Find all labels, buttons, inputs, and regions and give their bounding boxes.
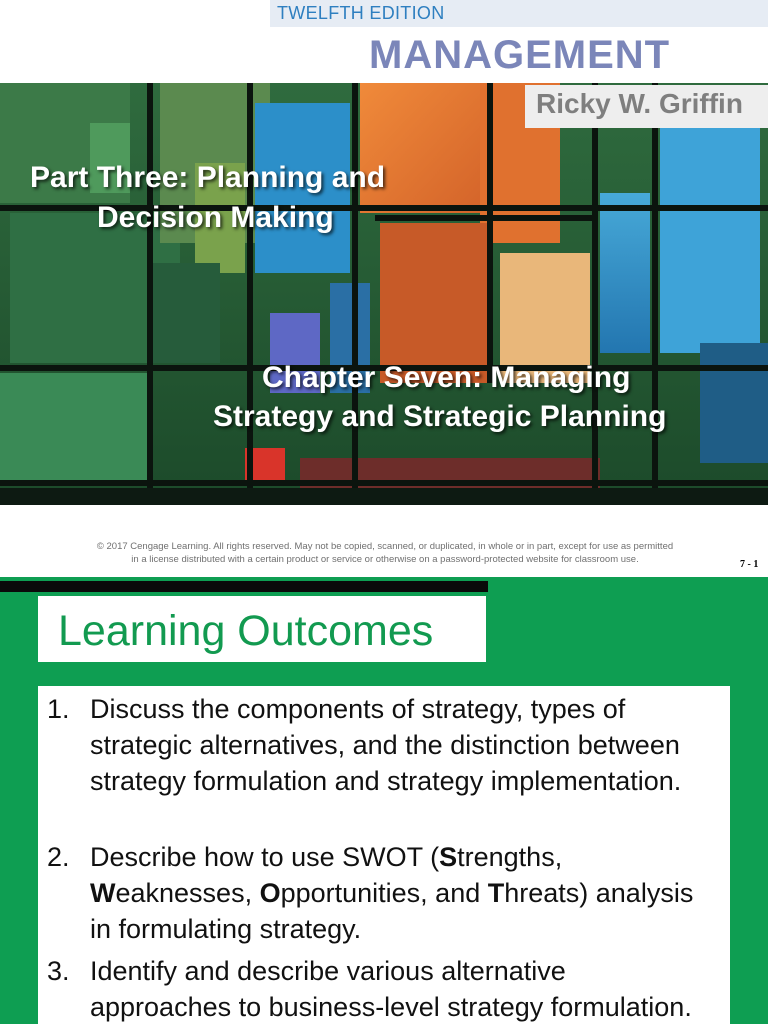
outcome-number: 1.	[47, 694, 70, 724]
chapter-title-line1: Chapter Seven: Managing	[262, 361, 631, 394]
edition-label: TWELFTH EDITION	[277, 3, 445, 23]
book-title: MANAGEMENT	[369, 33, 671, 77]
chapter-title-line2: Strategy and Strategic Planning	[213, 400, 667, 433]
outcome-text: Describe how to use SWOT (Strengths, Weaknesses, Opportunities, and Threats) analysis in formulating strategy.	[90, 842, 694, 944]
copyright-line1: © 2017 Cengage Learning. All rights reserved. May not be copied, scanned, or duplicated, in whole or in part, except for use as permitted	[96, 541, 674, 552]
slide-title: Learning Outcomes	[58, 607, 434, 655]
title-rule	[0, 581, 488, 592]
page-number: 7 - 1	[740, 559, 759, 570]
learning-outcomes-slide	[0, 577, 768, 1024]
outcome-number: 3.	[47, 956, 70, 986]
outcome-number: 2.	[47, 842, 70, 872]
copyright-line2: in a license distributed with a certain product or service or otherwise on a password-protected website for classroom use.	[131, 554, 639, 565]
outcome-text: Discuss the components of strategy, types of strategic alternatives, and the distinction between strategy formulation and strategy implementation.	[90, 694, 682, 796]
part-title-line1: Part Three: Planning and	[30, 161, 386, 194]
author-name: Ricky W. Griffin	[536, 88, 743, 119]
stained-glass-image	[0, 83, 768, 505]
outcome-text: Identify and describe various alternative approaches to business-level strategy formulation.	[90, 956, 692, 1022]
part-title-line2: Decision Making	[97, 201, 334, 234]
copyright-notice	[40, 540, 730, 566]
